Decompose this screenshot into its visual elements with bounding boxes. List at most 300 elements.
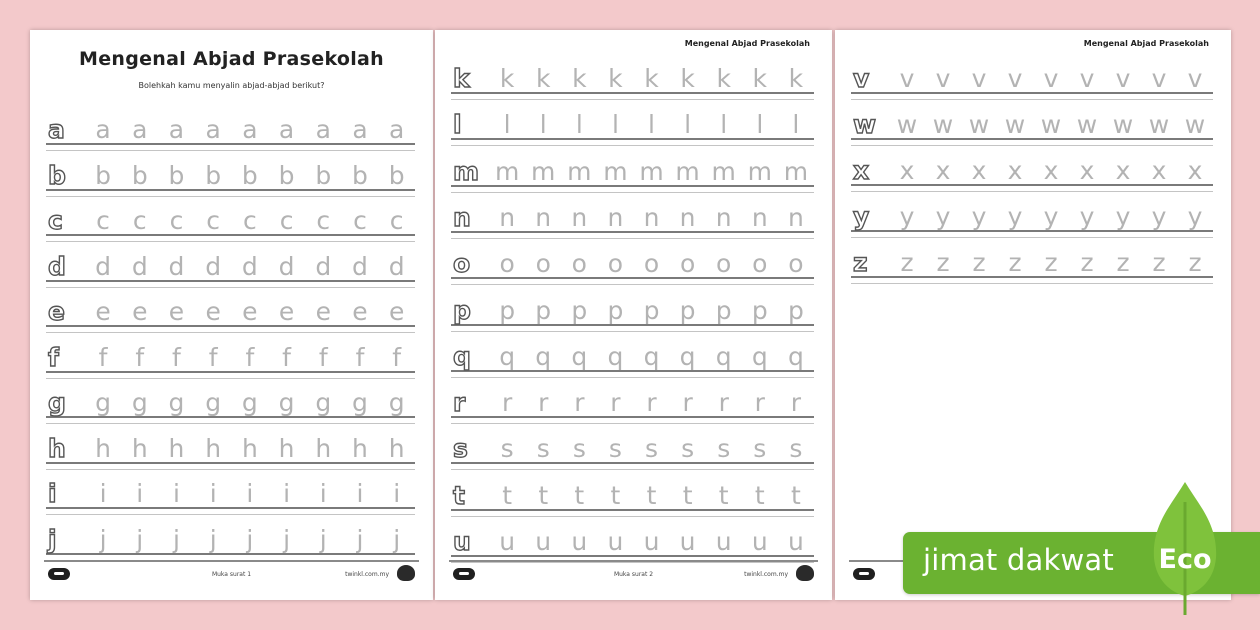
trace-letter: h [95,433,111,463]
trace-letter: a [315,115,331,144]
model-letter: z [853,248,868,277]
guide-line [451,331,814,332]
trace-letter: a [132,115,148,144]
trace-letter: v [1043,64,1059,93]
guide-line [46,423,415,424]
trace-letter: x [1007,156,1023,185]
tracing-row-z [851,247,1213,287]
trace-letter: o [535,249,551,279]
trace-letter: h [352,433,368,463]
trace-letter: o [607,249,624,279]
trace-letter: d [315,251,332,281]
guide-line [451,469,814,470]
model-letter: c [48,206,63,235]
trace-letter: t [502,480,513,510]
trace-letter: t [574,480,585,510]
letter-cells [46,433,415,464]
trace-letter: p [643,295,660,325]
trace-letter: z [1044,248,1058,277]
trace-letter: w [1040,110,1062,139]
letter-cells [451,480,814,511]
trace-letter: x [1115,156,1131,185]
trace-letter: u [499,527,516,556]
trace-letter: c [389,206,404,235]
trace-letter: l [575,110,583,140]
trace-letter: g [352,388,368,417]
trace-letter: n [571,202,588,232]
trace-letter: s [608,434,622,464]
trace-letter: d [205,251,222,281]
guide-line [46,469,415,470]
trace-letter: s [681,434,695,464]
trace-letter: n [679,202,696,232]
letter-cells [46,160,415,191]
model-letter: e [48,297,65,326]
tracing-row-x [851,155,1213,195]
trace-letter: d [168,251,185,281]
trace-letter: n [607,202,624,232]
trace-letter: s [717,434,731,464]
trace-letter: v [1151,64,1167,93]
trace-letter: f [245,342,255,372]
trace-letter: k [752,64,768,93]
guide-line [451,516,814,517]
letter-cells [451,526,814,557]
trace-letter: w [1004,110,1026,139]
letter-cells [451,248,814,279]
trace-letter: j [99,524,107,554]
guide-line [851,99,1213,100]
trace-letter: x [1043,156,1059,185]
eco-leaf-label: Eco [1158,544,1212,575]
trace-letter: r [610,388,621,418]
trace-letter: l [720,110,728,140]
trace-letter: u [787,527,804,556]
trace-letter: u [571,527,588,556]
trace-letter: l [503,110,511,140]
trace-letter: t [538,480,549,510]
trace-letter: q [679,341,696,371]
model-letter: q [453,341,471,371]
trace-letter: m [531,156,556,186]
guide-line [451,238,814,239]
trace-letter: k [572,64,587,93]
trace-letter: d [241,251,258,281]
trace-letter: k [716,64,731,93]
trace-letter: n [787,202,804,232]
trace-letter: t [718,480,729,510]
trace-letter: y [1187,202,1203,231]
model-letter: l [453,110,462,140]
letter-cells [451,341,814,372]
eco-banner-text: jimat dakwat [923,543,1114,577]
trace-letter: d [352,251,368,281]
trace-letter: g [168,388,185,417]
tracing-row-d [46,251,415,291]
guide-line [451,284,814,285]
trace-letter: q [715,341,732,371]
letter-cells [46,205,415,236]
tracing-row-b [46,160,415,200]
trace-letter: y [1043,202,1059,231]
letter-cells [46,296,415,327]
trace-letter: j [319,524,327,554]
trace-letter: p [535,295,552,325]
trace-letter: q [607,341,624,371]
trace-letter: h [131,433,148,463]
trace-letter: p [571,295,588,325]
trace-letter: s [789,434,803,464]
trace-letter: w [1112,110,1134,139]
trace-letter: a [389,115,405,144]
trace-letter: v [1115,64,1131,93]
letter-cells [451,63,814,94]
trace-letter: r [538,388,549,418]
trace-letter: s [536,434,550,464]
trace-letter: e [95,297,111,326]
trace-letter: v [899,64,915,93]
guide-line [46,150,415,151]
trace-letter: o [499,249,515,279]
trace-letter: i [393,479,401,508]
trace-letter: c [316,206,331,235]
page-header: Mengenal Abjad Prasekolah [684,39,810,48]
trace-letter: i [356,479,364,508]
letter-cells [46,524,415,555]
trace-letter: j [246,524,254,554]
trace-letter: z [1116,248,1130,277]
trace-letter: l [539,110,547,140]
trace-letter: o [752,249,768,279]
guide-line [46,196,415,197]
model-letter: t [453,480,465,510]
trace-letter: x [1151,156,1167,185]
trace-letter: p [679,295,696,325]
trace-letter: h [388,433,405,463]
trace-letter: u [607,527,624,556]
trace-letter: l [611,110,619,140]
trace-letter: b [131,160,148,190]
trace-letter: p [607,295,624,325]
trace-letter: j [136,524,144,554]
trace-letter: g [388,388,405,417]
trace-letter: m [603,156,628,186]
trace-letter: m [567,156,592,186]
trace-letter: o [788,249,804,279]
letter-cells [851,155,1213,186]
trace-letter: a [168,115,185,144]
worksheet-page-2 [435,30,832,600]
trace-letter: k [499,64,515,93]
tracing-row-k [451,63,814,103]
trace-letter: h [278,433,295,463]
trace-letter: v [971,64,987,93]
trace-letter: e [278,297,295,326]
trace-letter: y [1079,202,1095,231]
trace-letter: h [168,433,185,463]
tracing-row-j [46,524,415,564]
trace-letter: r [718,388,729,418]
trace-letter: d [278,251,295,281]
trace-letter: e [315,297,331,326]
tracing-row-o [451,248,814,288]
trace-letter: q [499,341,516,371]
trace-letter: y [971,202,987,231]
tracing-row-q [451,341,814,381]
trace-letter: f [318,342,328,372]
tracing-row-e [46,296,415,336]
model-letter: j [48,524,57,554]
trace-letter: e [132,297,148,326]
guide-line [451,192,814,193]
trace-letter: f [208,342,218,372]
trace-letter: p [751,295,768,325]
trace-letter: q [535,341,552,371]
trace-letter: g [205,388,222,417]
letter-cells [451,387,814,418]
trace-letter: t [790,480,801,510]
model-letter: u [453,527,471,556]
trace-letter: a [242,115,258,144]
trace-letter: z [900,248,914,277]
trace-letter: c [279,206,294,235]
guide-line [451,145,814,146]
guide-line [851,237,1213,238]
page-header: Mengenal Abjad Prasekolah [1083,39,1209,48]
mascot-icon [397,565,415,581]
tracing-row-n [451,202,814,242]
trace-letter: w [968,110,990,139]
model-letter: p [453,295,471,325]
guide-line [851,283,1213,284]
trace-letter: n [499,202,516,232]
trace-letter: l [684,110,692,140]
guide-line [46,514,415,515]
guide-line [851,145,1213,146]
trace-letter: g [315,388,332,417]
trace-letter: s [500,434,514,464]
trace-letter: b [278,160,295,190]
trace-letter: t [682,480,693,510]
trace-letter: i [246,479,254,508]
trace-letter: q [643,341,660,371]
trace-letter: w [896,110,918,139]
trace-letter: a [278,115,295,144]
tracing-row-f [46,342,415,382]
trace-letter: t [646,480,657,510]
trace-letter: u [643,527,660,556]
trace-letter: i [172,479,180,508]
trace-letter: b [241,160,258,190]
footer-website: twinkl.com.my [744,571,788,578]
model-letter: i [48,479,57,508]
trace-letter: i [283,479,291,508]
trace-letter: z [972,248,986,277]
trace-letter: f [392,342,402,372]
letter-cells [46,387,415,418]
tracing-row-g [46,387,415,427]
trace-letter: n [715,202,732,232]
letter-cells [851,247,1213,278]
model-letter: f [48,342,59,372]
trace-letter: v [1007,64,1023,93]
guide-line [451,99,814,100]
trace-letter: p [787,295,804,325]
trace-letter: r [682,388,693,418]
trace-letter: y [899,202,915,231]
trace-letter: z [1152,248,1166,277]
trace-letter: n [751,202,768,232]
trace-letter: c [169,206,184,235]
model-letter: o [453,249,471,279]
tracing-row-c [46,205,415,245]
trace-letter: f [98,342,108,372]
model-letter: m [453,156,480,186]
model-letter: b [48,160,66,190]
tracing-row-w [851,109,1213,149]
trace-letter: y [1007,202,1023,231]
trace-letter: b [95,160,111,190]
trace-letter: b [352,160,368,190]
letter-cells [46,478,415,509]
trace-letter: k [680,64,695,93]
letter-cells [46,342,415,373]
trace-letter: o [679,249,696,279]
trace-letter: o [571,249,587,279]
trace-letter: b [205,160,222,190]
trace-letter: u [679,527,696,556]
trace-letter: g [278,388,295,417]
mascot-icon [796,565,814,581]
trace-letter: r [646,388,657,418]
trace-letter: o [716,249,732,279]
model-letter: y [853,202,870,231]
tracing-row-t [451,480,814,520]
trace-letter: m [639,156,664,186]
trace-letter: k [644,64,659,93]
letter-cells [46,251,415,282]
trace-letter: q [571,341,588,371]
trace-letter: z [1080,248,1094,277]
trace-letter: e [388,297,405,326]
trace-letter: m [783,156,809,186]
trace-letter: s [645,434,659,464]
trace-letter: c [132,206,147,235]
trace-letter: j [356,524,364,554]
trace-letter: j [209,524,217,554]
trace-letter: m [747,156,772,186]
trace-letter: j [172,524,180,554]
trace-letter: h [241,433,258,463]
trace-letter: a [205,115,221,144]
page-footer [44,560,419,590]
trace-letter: d [95,251,111,281]
trace-letter: q [751,341,768,371]
trace-letter: t [610,480,621,510]
trace-letter: w [1076,110,1098,139]
letter-cells [851,63,1213,94]
trace-letter: p [715,295,732,325]
guide-line [451,377,814,378]
trace-letter: o [643,249,660,279]
tracing-row-v [851,63,1213,103]
page-footer [449,560,818,590]
tracing-row-l [451,109,814,149]
trace-letter: a [95,115,111,144]
trace-letter: m [675,156,700,186]
trace-letter: v [1079,64,1095,93]
tracing-row-h [46,433,415,473]
trace-letter: k [608,64,623,93]
trace-letter: f [282,342,291,372]
trace-letter: r [790,388,802,418]
worksheet-page-1 [30,30,433,600]
trace-letter: d [131,251,148,281]
page-number: Muka surat 2 [613,571,654,578]
trace-letter: f [355,342,365,372]
trace-letter: b [315,160,332,190]
trace-letter: s [572,434,586,464]
tracing-row-i [46,478,415,518]
trace-letter: k [788,64,804,93]
trace-letter: s [753,434,767,464]
guide-line [46,287,415,288]
model-letter: h [48,433,66,463]
trace-letter: i [136,479,144,508]
model-letter: d [48,251,66,281]
trace-letter: m [494,156,520,186]
letter-cells [46,114,415,145]
trace-letter: y [935,202,951,231]
trace-letter: z [1008,248,1022,277]
tracing-row-m [451,156,814,196]
trace-letter: r [502,388,513,418]
trace-letter: w [1184,110,1206,139]
trace-letter: r [754,388,765,418]
model-letter: w [853,110,877,139]
trace-letter: h [315,433,332,463]
trace-letter: u [751,527,768,556]
trace-letter: t [754,480,765,510]
trace-letter: x [899,156,915,185]
trace-letter: x [1079,156,1095,185]
trace-letter: j [283,524,291,554]
page-number: Muka surat 1 [211,571,252,578]
trace-letter: c [353,206,367,235]
letter-cells [451,109,814,140]
trace-letter: z [1188,248,1202,277]
trace-letter: n [643,202,660,232]
trace-letter: g [95,388,111,417]
trace-letter: c [242,206,257,235]
guide-line [46,332,415,333]
trace-letter: k [535,64,551,93]
model-letter: n [453,202,471,232]
page-subtitle: Bolehkah kamu menyalin abjad-abjad berikut? [138,81,325,90]
trace-letter: c [206,206,221,235]
trace-letter: x [971,156,987,185]
guide-line [46,241,415,242]
letter-cells [451,202,814,233]
tracing-row-p [451,295,814,335]
guide-line [46,378,415,379]
letter-cells [851,109,1213,140]
trace-letter: f [172,342,181,372]
trace-letter: v [935,64,951,93]
trace-letter: y [1151,202,1167,231]
model-letter: s [453,434,468,464]
model-letter: x [853,156,870,185]
